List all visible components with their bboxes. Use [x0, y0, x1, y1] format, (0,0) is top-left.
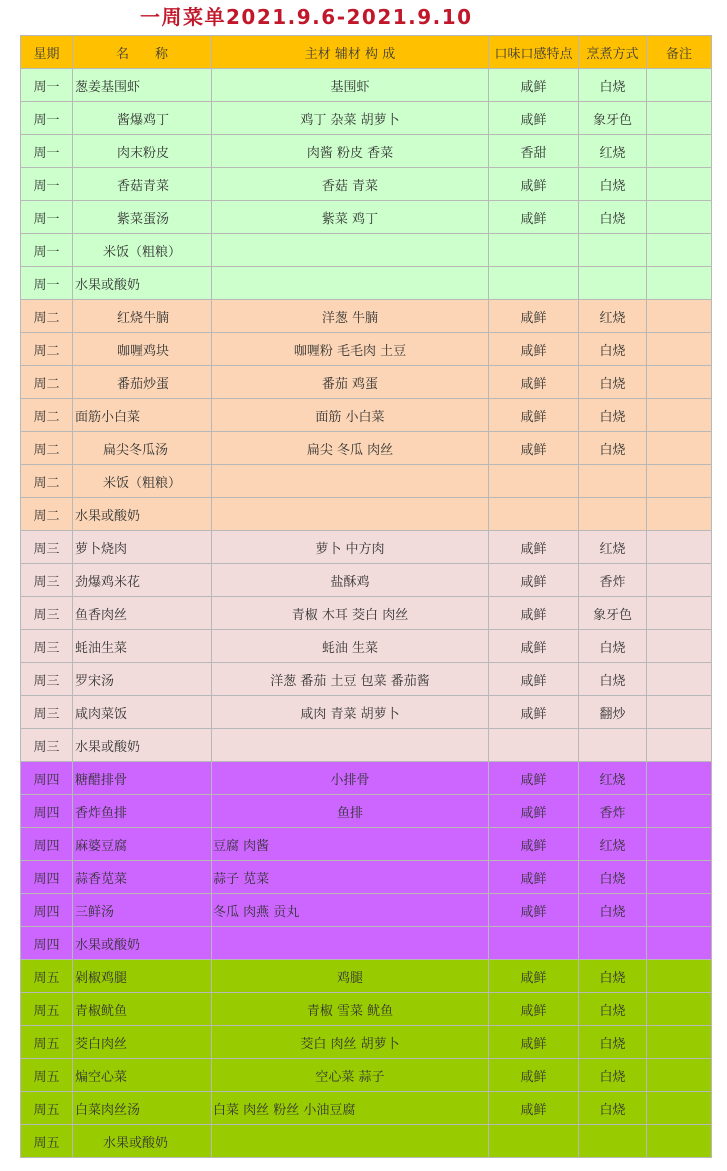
cook-method-cell: 红烧	[579, 531, 647, 564]
day-cell: 周三	[21, 696, 73, 729]
day-cell: 周二	[21, 432, 73, 465]
note-cell	[647, 168, 712, 201]
day-cell: 周四	[21, 861, 73, 894]
table-row	[21, 795, 712, 828]
taste-cell: 咸鲜	[489, 630, 579, 663]
day-cell: 周五	[21, 960, 73, 993]
day-cell: 周三	[21, 630, 73, 663]
note-cell	[647, 564, 712, 597]
table-row	[21, 1059, 712, 1092]
cook-method-cell: 红烧	[579, 762, 647, 795]
note-cell	[647, 894, 712, 927]
table-row	[21, 993, 712, 1026]
taste-cell: 咸鲜	[489, 762, 579, 795]
ingredients-cell: 茭白 肉丝 胡萝卜	[212, 1026, 489, 1059]
taste-cell: 咸鲜	[489, 564, 579, 597]
cook-method-cell: 白烧	[579, 432, 647, 465]
day-cell: 周四	[21, 894, 73, 927]
ingredients-cell	[212, 1125, 489, 1158]
ingredients-cell: 萝卜 中方肉	[212, 531, 489, 564]
day-cell: 周四	[21, 828, 73, 861]
day-cell: 周三	[21, 729, 73, 762]
day-cell: 周四	[21, 927, 73, 960]
cook-method-cell: 白烧	[579, 630, 647, 663]
dish-name-cell: 茭白肉丝	[73, 1026, 212, 1059]
note-cell	[647, 696, 712, 729]
cook-method-cell	[579, 267, 647, 300]
menu-table	[20, 35, 712, 1158]
day-cell: 周一	[21, 168, 73, 201]
note-cell	[647, 498, 712, 531]
dish-name-cell: 番茄炒蛋	[73, 366, 212, 399]
table-row	[21, 69, 712, 102]
table-row	[21, 102, 712, 135]
dish-name-cell: 煸空心菜	[73, 1059, 212, 1092]
note-cell	[647, 102, 712, 135]
note-cell	[647, 432, 712, 465]
header-cook: 烹煮方式	[579, 36, 647, 69]
note-cell	[647, 960, 712, 993]
dish-name-cell: 水果或酸奶	[73, 267, 212, 300]
cook-method-cell	[579, 1125, 647, 1158]
table-row	[21, 465, 712, 498]
taste-cell: 咸鲜	[489, 432, 579, 465]
note-cell	[647, 729, 712, 762]
cook-method-cell: 白烧	[579, 333, 647, 366]
taste-cell: 咸鲜	[489, 333, 579, 366]
cook-method-cell: 香炸	[579, 564, 647, 597]
cook-method-cell: 白烧	[579, 1092, 647, 1125]
ingredients-cell: 洋葱 番茄 土豆 包菜 番茄酱	[212, 663, 489, 696]
dish-name-cell: 酱爆鸡丁	[73, 102, 212, 135]
cook-method-cell: 白烧	[579, 993, 647, 1026]
taste-cell: 咸鲜	[489, 366, 579, 399]
day-cell: 周一	[21, 234, 73, 267]
day-cell: 周二	[21, 333, 73, 366]
table-row	[21, 729, 712, 762]
taste-cell: 咸鲜	[489, 894, 579, 927]
day-cell: 周一	[21, 201, 73, 234]
ingredients-cell: 香菇 青菜	[212, 168, 489, 201]
table-row	[21, 399, 712, 432]
dish-name-cell: 萝卜烧肉	[73, 531, 212, 564]
ingredients-cell: 蒜子 苋菜	[212, 861, 489, 894]
taste-cell: 咸鲜	[489, 1092, 579, 1125]
dish-name-cell: 剁椒鸡腿	[73, 960, 212, 993]
note-cell	[647, 795, 712, 828]
note-cell	[647, 993, 712, 1026]
note-cell	[647, 927, 712, 960]
note-cell	[647, 234, 712, 267]
taste-cell: 咸鲜	[489, 1026, 579, 1059]
ingredients-cell: 鱼排	[212, 795, 489, 828]
day-cell: 周二	[21, 498, 73, 531]
note-cell	[647, 69, 712, 102]
ingredients-cell	[212, 234, 489, 267]
cook-method-cell: 白烧	[579, 1059, 647, 1092]
ingredients-cell: 空心菜 蒜子	[212, 1059, 489, 1092]
table-row	[21, 432, 712, 465]
ingredients-cell: 鸡腿	[212, 960, 489, 993]
table-row	[21, 201, 712, 234]
table-row	[21, 300, 712, 333]
dish-name-cell: 扁尖冬瓜汤	[73, 432, 212, 465]
day-cell: 周五	[21, 1026, 73, 1059]
header-name: 名 称	[73, 36, 212, 69]
note-cell	[647, 1092, 712, 1125]
table-row	[21, 366, 712, 399]
table-row	[21, 531, 712, 564]
ingredients-cell: 面筋 小白菜	[212, 399, 489, 432]
day-cell: 周五	[21, 1125, 73, 1158]
cook-method-cell: 白烧	[579, 663, 647, 696]
note-cell	[647, 399, 712, 432]
taste-cell	[489, 267, 579, 300]
ingredients-cell: 肉酱 粉皮 香菜	[212, 135, 489, 168]
table-row	[21, 960, 712, 993]
cook-method-cell: 白烧	[579, 894, 647, 927]
ingredients-cell: 小排骨	[212, 762, 489, 795]
table-row	[21, 333, 712, 366]
note-cell	[647, 366, 712, 399]
taste-cell: 咸鲜	[489, 102, 579, 135]
table-row	[21, 234, 712, 267]
dish-name-cell: 水果或酸奶	[73, 729, 212, 762]
taste-cell: 咸鲜	[489, 168, 579, 201]
day-cell: 周五	[21, 1092, 73, 1125]
note-cell	[647, 531, 712, 564]
table-row	[21, 564, 712, 597]
cook-method-cell	[579, 465, 647, 498]
taste-cell: 咸鲜	[489, 531, 579, 564]
taste-cell: 咸鲜	[489, 960, 579, 993]
note-cell	[647, 828, 712, 861]
dish-name-cell: 白菜肉丝汤	[73, 1092, 212, 1125]
note-cell	[647, 1059, 712, 1092]
taste-cell	[489, 498, 579, 531]
table-row	[21, 894, 712, 927]
table-row	[21, 696, 712, 729]
ingredients-cell: 盐酥鸡	[212, 564, 489, 597]
day-cell: 周二	[21, 366, 73, 399]
dish-name-cell: 水果或酸奶	[73, 927, 212, 960]
header-note: 备注	[647, 36, 712, 69]
ingredients-cell: 基围虾	[212, 69, 489, 102]
note-cell	[647, 597, 712, 630]
cook-method-cell: 白烧	[579, 1026, 647, 1059]
cook-method-cell: 红烧	[579, 135, 647, 168]
taste-cell: 咸鲜	[489, 696, 579, 729]
day-cell: 周五	[21, 1059, 73, 1092]
cook-method-cell	[579, 927, 647, 960]
taste-cell: 咸鲜	[489, 828, 579, 861]
header-day: 星期	[21, 36, 73, 69]
dish-name-cell: 紫菜蛋汤	[73, 201, 212, 234]
day-cell: 周四	[21, 762, 73, 795]
note-cell	[647, 135, 712, 168]
cook-method-cell	[579, 729, 647, 762]
table-row	[21, 498, 712, 531]
note-cell	[647, 663, 712, 696]
dish-name-cell: 鱼香肉丝	[73, 597, 212, 630]
day-cell: 周三	[21, 531, 73, 564]
table-row	[21, 1026, 712, 1059]
header-ingredients: 主材 辅材 构 成	[212, 36, 489, 69]
taste-cell: 咸鲜	[489, 663, 579, 696]
day-cell: 周一	[21, 267, 73, 300]
table-row	[21, 1125, 712, 1158]
dish-name-cell: 糖醋排骨	[73, 762, 212, 795]
table-row	[21, 1092, 712, 1125]
dish-name-cell: 米饭（粗粮）	[73, 465, 212, 498]
note-cell	[647, 300, 712, 333]
dish-name-cell: 肉末粉皮	[73, 135, 212, 168]
dish-name-cell: 水果或酸奶	[73, 1125, 212, 1158]
cook-method-cell: 白烧	[579, 201, 647, 234]
ingredients-cell: 扁尖 冬瓜 肉丝	[212, 432, 489, 465]
dish-name-cell: 水果或酸奶	[73, 498, 212, 531]
taste-cell	[489, 234, 579, 267]
taste-cell: 咸鲜	[489, 300, 579, 333]
day-cell: 周一	[21, 135, 73, 168]
cook-method-cell: 白烧	[579, 366, 647, 399]
dish-name-cell: 红烧牛腩	[73, 300, 212, 333]
table-row	[21, 927, 712, 960]
ingredients-cell: 蚝油 生菜	[212, 630, 489, 663]
note-cell	[647, 465, 712, 498]
ingredients-cell	[212, 465, 489, 498]
cook-method-cell	[579, 498, 647, 531]
ingredients-cell: 洋葱 牛腩	[212, 300, 489, 333]
cook-method-cell: 白烧	[579, 960, 647, 993]
cook-method-cell: 红烧	[579, 300, 647, 333]
note-cell	[647, 1125, 712, 1158]
note-cell	[647, 267, 712, 300]
dish-name-cell: 蚝油生菜	[73, 630, 212, 663]
header-taste: 口味口感特点	[489, 36, 579, 69]
dish-name-cell: 咸肉菜饭	[73, 696, 212, 729]
table-row	[21, 762, 712, 795]
taste-cell: 咸鲜	[489, 795, 579, 828]
ingredients-cell: 冬瓜 肉燕 贡丸	[212, 894, 489, 927]
day-cell: 周四	[21, 795, 73, 828]
dish-name-cell: 面筋小白菜	[73, 399, 212, 432]
dish-name-cell: 米饭（粗粮）	[73, 234, 212, 267]
taste-cell: 咸鲜	[489, 69, 579, 102]
taste-cell: 咸鲜	[489, 993, 579, 1026]
header-row	[21, 36, 712, 69]
taste-cell: 咸鲜	[489, 1059, 579, 1092]
taste-cell: 咸鲜	[489, 201, 579, 234]
dish-name-cell: 咖喱鸡块	[73, 333, 212, 366]
ingredients-cell	[212, 729, 489, 762]
note-cell	[647, 630, 712, 663]
ingredients-cell: 青椒 木耳 茭白 肉丝	[212, 597, 489, 630]
taste-cell	[489, 927, 579, 960]
note-cell	[647, 861, 712, 894]
day-cell: 周三	[21, 663, 73, 696]
cook-method-cell: 象牙色	[579, 102, 647, 135]
table-row	[21, 267, 712, 300]
day-cell: 周二	[21, 300, 73, 333]
table-row	[21, 828, 712, 861]
table-row	[21, 630, 712, 663]
cook-method-cell: 白烧	[579, 168, 647, 201]
ingredients-cell: 紫菜 鸡丁	[212, 201, 489, 234]
table-row	[21, 597, 712, 630]
cook-method-cell: 翻炒	[579, 696, 647, 729]
dish-name-cell: 劲爆鸡米花	[73, 564, 212, 597]
taste-cell: 咸鲜	[489, 597, 579, 630]
ingredients-cell: 咸肉 青菜 胡萝卜	[212, 696, 489, 729]
ingredients-cell	[212, 927, 489, 960]
ingredients-cell: 咖喱粉 毛毛肉 土豆	[212, 333, 489, 366]
ingredients-cell: 番茄 鸡蛋	[212, 366, 489, 399]
cook-method-cell: 白烧	[579, 399, 647, 432]
ingredients-cell: 鸡丁 杂菜 胡萝卜	[212, 102, 489, 135]
dish-name-cell: 三鲜汤	[73, 894, 212, 927]
day-cell: 周三	[21, 564, 73, 597]
day-cell: 周五	[21, 993, 73, 1026]
taste-cell	[489, 465, 579, 498]
ingredients-cell	[212, 267, 489, 300]
dish-name-cell: 罗宋汤	[73, 663, 212, 696]
dish-name-cell: 葱姜基围虾	[73, 69, 212, 102]
dish-name-cell: 麻婆豆腐	[73, 828, 212, 861]
taste-cell	[489, 729, 579, 762]
day-cell: 周二	[21, 465, 73, 498]
note-cell	[647, 1026, 712, 1059]
table-row	[21, 135, 712, 168]
day-cell: 周三	[21, 597, 73, 630]
cook-method-cell: 象牙色	[579, 597, 647, 630]
table-row	[21, 861, 712, 894]
cook-method-cell: 白烧	[579, 69, 647, 102]
ingredients-cell: 豆腐 肉酱	[212, 828, 489, 861]
dish-name-cell: 香菇青菜	[73, 168, 212, 201]
ingredients-cell: 白菜 肉丝 粉丝 小油豆腐	[212, 1092, 489, 1125]
page-title: 一周菜单2021.9.6-2021.9.10	[140, 5, 473, 29]
ingredients-cell: 青椒 雪菜 鱿鱼	[212, 993, 489, 1026]
table-row	[21, 663, 712, 696]
taste-cell	[489, 1125, 579, 1158]
day-cell: 周一	[21, 102, 73, 135]
dish-name-cell: 香炸鱼排	[73, 795, 212, 828]
note-cell	[647, 201, 712, 234]
menu-body	[21, 69, 712, 1158]
day-cell: 周二	[21, 399, 73, 432]
cook-method-cell: 红烧	[579, 828, 647, 861]
ingredients-cell	[212, 498, 489, 531]
taste-cell: 香甜	[489, 135, 579, 168]
cook-method-cell: 白烧	[579, 861, 647, 894]
table-row	[21, 168, 712, 201]
cook-method-cell: 香炸	[579, 795, 647, 828]
taste-cell: 咸鲜	[489, 399, 579, 432]
day-cell: 周一	[21, 69, 73, 102]
dish-name-cell: 蒜香苋菜	[73, 861, 212, 894]
taste-cell: 咸鲜	[489, 861, 579, 894]
dish-name-cell: 青椒鱿鱼	[73, 993, 212, 1026]
note-cell	[647, 333, 712, 366]
cook-method-cell	[579, 234, 647, 267]
note-cell	[647, 762, 712, 795]
